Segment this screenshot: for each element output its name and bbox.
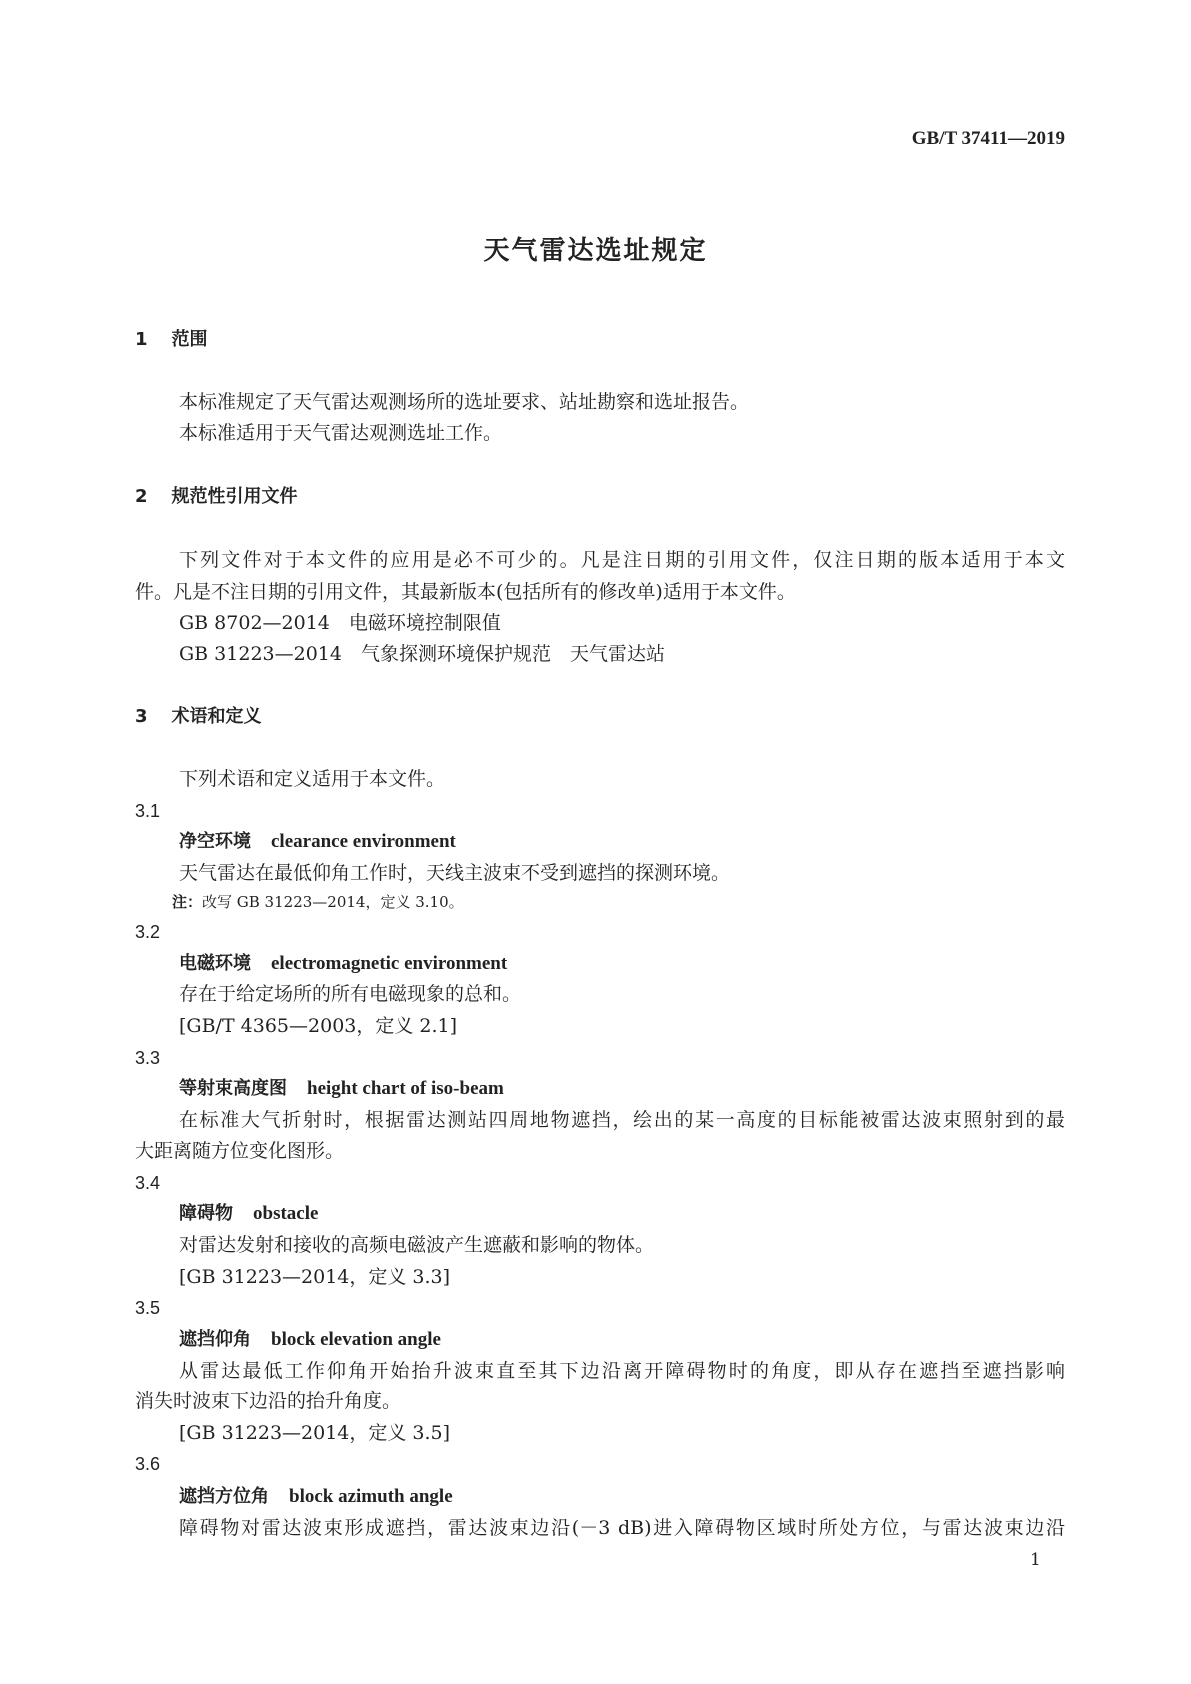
paragraph: 下列术语和定义适用于本文件。 (179, 768, 446, 790)
term-title: 净空环境 clearance environment (179, 831, 456, 852)
term-title: 等射束高度图 height chart of iso-beam (179, 1078, 504, 1099)
document-number: GB/T 37411—2019 (911, 128, 1065, 149)
term-definition: 消失时波束下边沿的抬升角度。 (135, 1390, 402, 1412)
section-heading-3: 3 术语和定义 (135, 706, 262, 727)
term-number: 3.3 (135, 1048, 161, 1068)
paragraph: 下列文件对于本文件的应用是必不可少的。凡是注日期的引用文件，仅注日期的版本适用于本文 (179, 549, 1065, 571)
paragraph: 件。凡是不注日期的引用文件，其最新版本(包括所有的修改单)适用于本文件。 (135, 581, 796, 603)
section-heading-1: 1 范围 (135, 329, 208, 350)
term-number: 3.1 (135, 801, 161, 821)
term-number: 3.2 (135, 922, 161, 942)
term-number: 3.4 (135, 1173, 161, 1193)
section-heading-2: 2 规范性引用文件 (135, 486, 298, 507)
term-definition: 对雷达发射和接收的高频电磁波产生遮蔽和影响的物体。 (179, 1234, 655, 1256)
term-title: 电磁环境 electromagnetic environment (179, 953, 508, 974)
term-number: 3.5 (135, 1298, 161, 1318)
term-definition: 存在于给定场所的所有电磁现象的总和。 (179, 983, 522, 1005)
page-number: 1 (1030, 1550, 1041, 1570)
term-source: [GB 31223—2014，定义 3.3] (179, 1266, 451, 1288)
term-definition: 从雷达最低工作仰角开始抬升波束直至其下边沿离开障碍物时的角度，即从存在遮挡至遮挡影响 (179, 1360, 1065, 1382)
term-note: 注：改写 GB 31223—2014，定义 3.10。 (172, 893, 464, 911)
paragraph: 本标准规定了天气雷达观测场所的选址要求、站址勘察和选址报告。 (179, 391, 750, 413)
term-title: 遮挡方位角 block azimuth angle (179, 1486, 453, 1507)
term-definition: 天气雷达在最低仰角工作时，天线主波束不受到遮挡的探测环境。 (179, 862, 731, 884)
paragraph: 本标准适用于天气雷达观测选址工作。 (179, 422, 503, 444)
term-title: 遮挡仰角 block elevation angle (179, 1329, 441, 1350)
term-definition: 在标准大气折射时，根据雷达测站四周地物遮挡，绘出的某一高度的目标能被雷达波束照射到的最 (179, 1109, 1065, 1131)
reference-item: GB 31223—2014 气象探测环境保护规范 天气雷达站 (179, 643, 665, 665)
term-source: [GB 31223—2014，定义 3.5] (179, 1422, 451, 1444)
term-definition: 障碍物对雷达波束形成遮挡，雷达波束边沿(－3 dB)进入障碍物区域时所处方位，与雷达波束边沿 (179, 1517, 1065, 1539)
term-title: 障碍物 obstacle (179, 1203, 319, 1224)
reference-item: GB 8702—2014 电磁环境控制限值 (179, 612, 501, 634)
page-title: 天气雷达选址规定 (483, 236, 708, 266)
term-definition: 大距离随方位变化图形。 (135, 1140, 345, 1162)
term-number: 3.6 (135, 1454, 161, 1474)
term-source: [GB/T 4365—2003，定义 2.1] (179, 1015, 458, 1037)
